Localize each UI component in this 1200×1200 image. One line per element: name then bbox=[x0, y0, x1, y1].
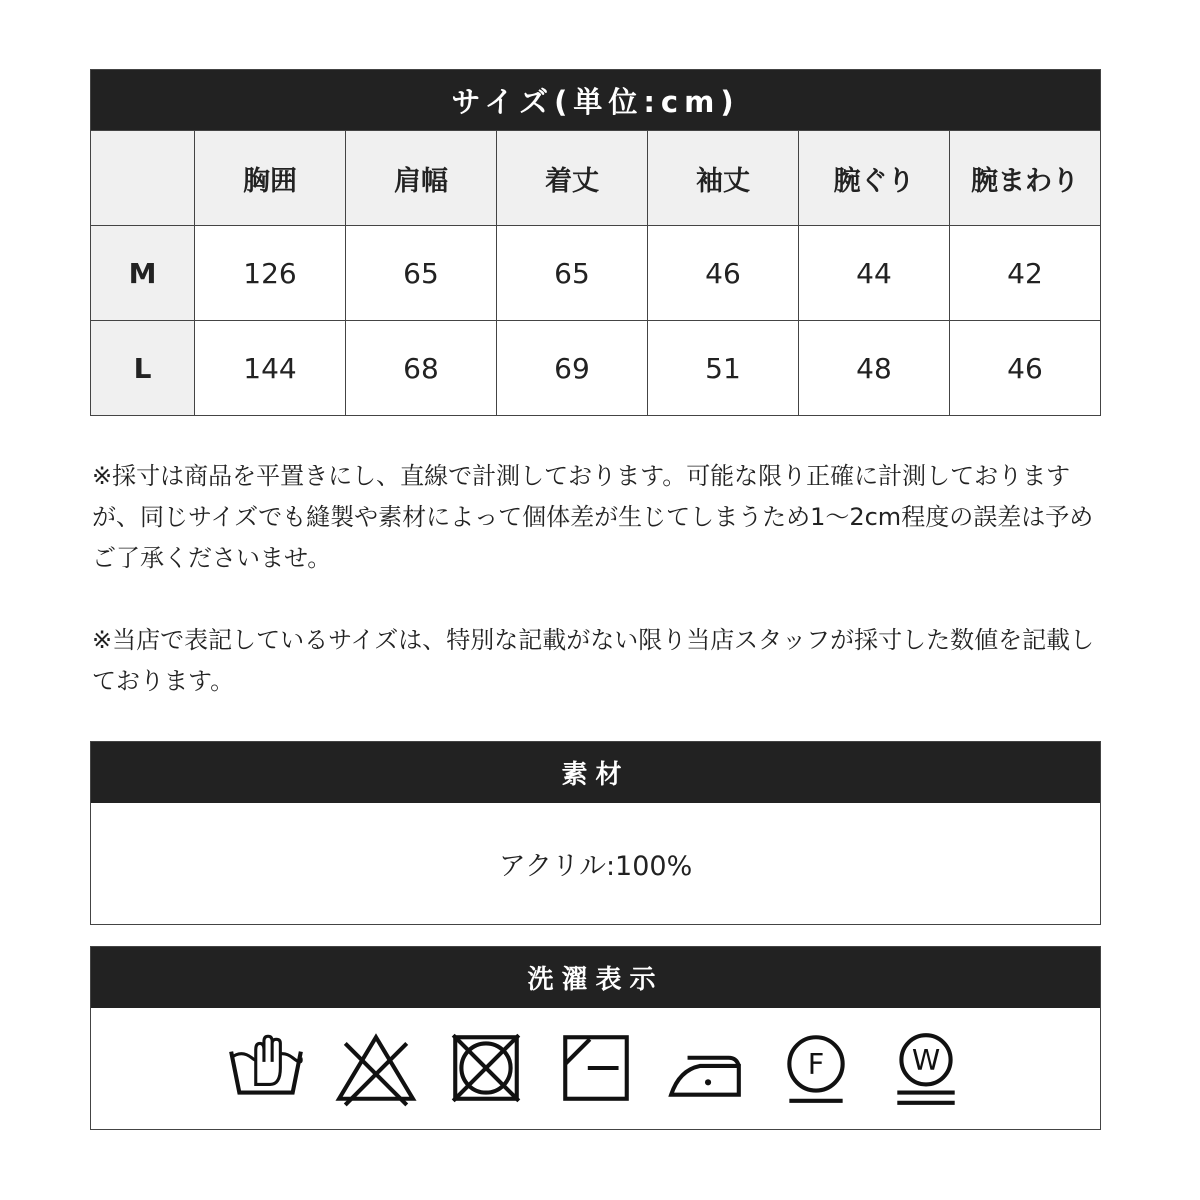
measurement-note: ※採寸は商品を平置きにし、直線で計測しております。可能な限り正確に計測しておりますが、同じサイズでも縫製や素材によって個体差が生じてしまうため1〜2cm程度の誤差は予めご了承くださいませ。 bbox=[92, 462, 1094, 572]
washing-section bbox=[90, 946, 1101, 1130]
table-cell: 69 bbox=[497, 321, 648, 416]
column-header: 胸囲 bbox=[195, 131, 346, 226]
dry-clean-f-icon bbox=[761, 1023, 871, 1113]
table-cell: 65 bbox=[497, 226, 648, 321]
table-cell: 68 bbox=[346, 321, 497, 416]
wet-clean-w-icon bbox=[871, 1023, 981, 1113]
table-cell: 126 bbox=[195, 226, 346, 321]
material-content: アクリル:100% bbox=[498, 850, 693, 882]
size-table bbox=[90, 69, 1101, 416]
iron-low-icon bbox=[651, 1023, 761, 1113]
column-header: 着丈 bbox=[497, 131, 648, 226]
column-header: 腕ぐり bbox=[799, 131, 950, 226]
table-cell: 48 bbox=[799, 321, 950, 416]
size-table-corner bbox=[91, 131, 195, 226]
table-cell: 46 bbox=[950, 321, 1101, 416]
table-cell: 46 bbox=[648, 226, 799, 321]
material-section bbox=[90, 741, 1101, 925]
table-row bbox=[91, 226, 1101, 321]
shade-line-dry-icon bbox=[541, 1023, 651, 1113]
table-row bbox=[91, 321, 1101, 416]
washing-symbols bbox=[91, 1008, 1100, 1128]
size-label: M bbox=[91, 226, 195, 321]
column-header: 肩幅 bbox=[346, 131, 497, 226]
table-cell: 65 bbox=[346, 226, 497, 321]
table-cell: 51 bbox=[648, 321, 799, 416]
size-table-header-row bbox=[91, 131, 1101, 226]
table-cell: 44 bbox=[799, 226, 950, 321]
column-header: 袖丈 bbox=[648, 131, 799, 226]
washing-title: 洗濯表示 bbox=[91, 947, 1100, 1008]
table-cell: 144 bbox=[195, 321, 346, 416]
table-cell: 42 bbox=[950, 226, 1101, 321]
staff-note: ※当店で表記しているサイズは、特別な記載がない限り当店スタッフが採寸した数値を記載しております。 bbox=[92, 626, 1095, 695]
size-table-title-row bbox=[91, 70, 1101, 131]
size-label: L bbox=[91, 321, 195, 416]
material-title: 素材 bbox=[91, 742, 1100, 803]
column-header: 腕まわり bbox=[950, 131, 1101, 226]
hand-wash-icon bbox=[211, 1023, 321, 1113]
wet-clean-letter: W bbox=[911, 1043, 940, 1078]
dry-clean-letter: F bbox=[807, 1047, 824, 1082]
size-table-title: サイズ(単位:cm) bbox=[91, 70, 1101, 131]
no-bleach-icon bbox=[321, 1023, 431, 1113]
no-tumble-dry-icon bbox=[431, 1023, 541, 1113]
